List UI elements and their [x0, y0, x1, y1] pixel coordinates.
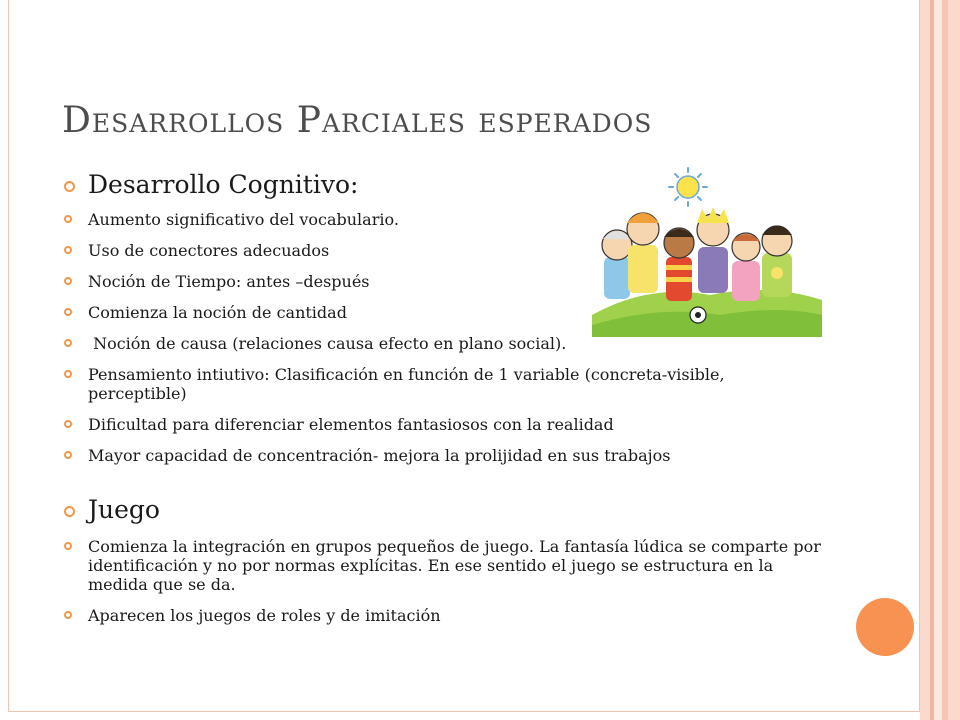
list-item: Aparecen los juegos de roles y de imitación [62, 606, 822, 625]
list-item: Pensamiento intiutivo: Clasificación en función de 1 variable (concreta-visible, perceptible) [62, 365, 822, 403]
list-item: Mayor capacidad de concentración- mejora la prolijidad en sus trabajos [62, 446, 822, 465]
slide-content [62, 168, 822, 637]
list-item: Noción de Tiempo: antes –después [62, 272, 822, 291]
list-item: Uso de conectores adecuados [62, 241, 822, 260]
list-item: Comienza la noción de cantidad [62, 303, 822, 322]
list-item: Noción de causa (relaciones causa efecto en plano social). [62, 334, 822, 353]
slide-title: Desarrollos Parciales esperados [62, 100, 653, 141]
section-heading-cognitive: Desarrollo Cognitivo: [62, 168, 822, 202]
list-item: Aumento significativo del vocabulario. [62, 210, 822, 229]
list-item: Dificultad para diferenciar elementos fantasiosos con la realidad [62, 415, 822, 434]
decorative-circle [856, 598, 914, 656]
section-heading-play: Juego [62, 493, 822, 527]
list-item: Comienza la integración en grupos pequeños de juego. La fantasía lúdica se comparte por identificación y no por normas explícitas. En ese sentido el juego se estructura en la medida que se da. [62, 537, 822, 594]
decorative-stripes [920, 0, 960, 720]
